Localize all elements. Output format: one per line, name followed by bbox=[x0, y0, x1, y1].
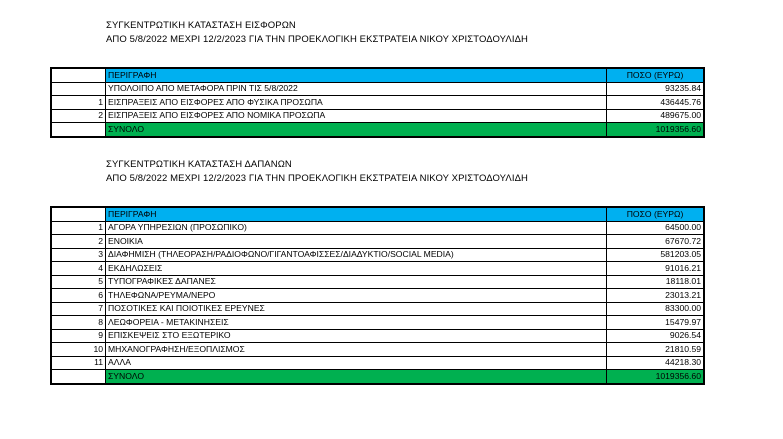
table-row bbox=[51, 96, 704, 110]
total-amount: 1019356.60 bbox=[607, 123, 705, 137]
table-row bbox=[51, 316, 704, 330]
row-description: ΕΚΔΗΛΩΣΕΙΣ bbox=[106, 262, 607, 276]
income-header-num bbox=[51, 68, 106, 82]
table-row bbox=[51, 109, 704, 123]
expenses-title bbox=[106, 158, 528, 186]
income-header-amount: ΠΟΣΟ (ΕΥΡΩ) bbox=[607, 68, 705, 82]
table-row bbox=[51, 82, 704, 96]
row-amount: 15479.97 bbox=[607, 316, 705, 330]
expenses-table bbox=[50, 206, 705, 385]
expenses-table-header bbox=[51, 207, 704, 221]
table-row bbox=[51, 343, 704, 357]
income-table bbox=[50, 67, 705, 138]
table-row bbox=[51, 329, 704, 343]
row-amount: 44218.30 bbox=[607, 356, 705, 370]
row-amount: 9026.54 bbox=[607, 329, 705, 343]
row-description: ΠΟΣΟΤΙΚΕΣ ΚΑΙ ΠΟΙΟΤΙΚΕΣ ΕΡΕΥΝΕΣ bbox=[106, 302, 607, 316]
income-title-line1: ΣΥΓΚΕΝΤΡΩΤΙΚΗ ΚΑΤΑΣΤΑΣΗ ΕΙΣΦΟΡΩΝ bbox=[106, 20, 296, 31]
row-description: ΕΝΟΙΚΙΑ bbox=[106, 235, 607, 249]
row-number: 10 bbox=[51, 343, 106, 357]
income-total-row bbox=[51, 123, 704, 137]
row-number bbox=[51, 82, 106, 96]
expenses-title-line2: ΑΠΟ 5/8/2022 ΜΕΧΡΙ 12/2/2023 ΓΙΑ ΤΗΝ ΠΡΟΕΚΛΟΓΙΚΗ ΕΚΣΤΡΑΤΕΙΑ ΝΙΚΟΥ ΧΡΙΣΤΟΔΟΥΛΙΔΗ bbox=[106, 173, 528, 184]
income-table-header bbox=[51, 68, 704, 82]
row-number: 8 bbox=[51, 316, 106, 330]
row-number: 7 bbox=[51, 302, 106, 316]
table-row bbox=[51, 221, 704, 235]
expenses-total-row bbox=[51, 370, 704, 384]
row-number: 9 bbox=[51, 329, 106, 343]
table-row bbox=[51, 356, 704, 370]
table-row bbox=[51, 235, 704, 249]
row-number: 2 bbox=[51, 109, 106, 123]
row-description: ΑΓΟΡΑ ΥΠΗΡΕΣΙΩΝ (ΠΡΟΣΩΠΙΚΟ) bbox=[106, 221, 607, 235]
row-amount: 21810.59 bbox=[607, 343, 705, 357]
table-row bbox=[51, 262, 704, 276]
row-description: ΥΠΟΛΟΙΠΟ ΑΠΟ ΜΕΤΑΦΟΡΑ ΠΡΙΝ ΤΙΣ 5/8/2022 bbox=[106, 82, 607, 96]
row-amount: 83300.00 bbox=[607, 302, 705, 316]
total-label: ΣΥΝΟΛΟ bbox=[106, 123, 607, 137]
row-number: 4 bbox=[51, 262, 106, 276]
row-number: 11 bbox=[51, 356, 106, 370]
table-row bbox=[51, 248, 704, 262]
total-amount: 1019356.60 bbox=[607, 370, 705, 384]
row-amount: 489675.00 bbox=[607, 109, 705, 123]
row-description: ΕΙΣΠΡΑΞΕΙΣ ΑΠΟ ΕΙΣΦΟΡΕΣ ΑΠΟ ΝΟΜΙΚΑ ΠΡΟΣΩΠΑ bbox=[106, 109, 607, 123]
row-number: 3 bbox=[51, 248, 106, 262]
expenses-title-line1: ΣΥΓΚΕΝΤΡΩΤΙΚΗ ΚΑΤΑΣΤΑΣΗ ΔΑΠΑΝΩΝ bbox=[106, 159, 292, 170]
row-amount: 91016.21 bbox=[607, 262, 705, 276]
row-description: ΕΙΣΠΡΑΞΕΙΣ ΑΠΟ ΕΙΣΦΟΡΕΣ ΑΠΟ ΦΥΣΙΚΑ ΠΡΟΣΩΠΑ bbox=[106, 96, 607, 110]
row-description: ΜΗΧΑΝΟΓΡΑΦΗΣΗ/ΕΞΟΠΛΙΣΜΟΣ bbox=[106, 343, 607, 357]
row-description: ΤΥΠΟΓΡΑΦΙΚΕΣ ΔΑΠΑΝΕΣ bbox=[106, 275, 607, 289]
total-label: ΣΥΝΟΛΟ bbox=[106, 370, 607, 384]
row-description: ΤΗΛΕΦΩΝΑ/ΡΕΥΜΑ/ΝΕΡΟ bbox=[106, 289, 607, 303]
expenses-header-desc: ΠΕΡΙΓΡΑΦΗ bbox=[106, 207, 607, 221]
expenses-header-num bbox=[51, 207, 106, 221]
expenses-header-amount: ΠΟΣΟ (ΕΥΡΩ) bbox=[607, 207, 705, 221]
income-title-line2: ΑΠΟ 5/8/2022 ΜΕΧΡΙ 12/2/2023 ΓΙΑ ΤΗΝ ΠΡΟΕΚΛΟΓΙΚΗ ΕΚΣΤΡΑΤΕΙΑ ΝΙΚΟΥ ΧΡΙΣΤΟΔΟΥΛΙΔΗ bbox=[106, 34, 528, 45]
row-number: 5 bbox=[51, 275, 106, 289]
income-header-desc: ΠΕΡΙΓΡΑΦΗ bbox=[106, 68, 607, 82]
row-number: 1 bbox=[51, 221, 106, 235]
row-amount: 581203.05 bbox=[607, 248, 705, 262]
row-number: 2 bbox=[51, 235, 106, 249]
row-amount: 18118.01 bbox=[607, 275, 705, 289]
table-row bbox=[51, 302, 704, 316]
row-amount: 67670.72 bbox=[607, 235, 705, 249]
row-number: 6 bbox=[51, 289, 106, 303]
row-description: ΕΠΙΣΚΕΨΕΙΣ ΣΤΟ ΕΞΩΤΕΡΙΚΟ bbox=[106, 329, 607, 343]
income-title bbox=[106, 19, 528, 47]
row-amount: 436445.76 bbox=[607, 96, 705, 110]
row-amount: 93235.84 bbox=[607, 82, 705, 96]
row-number: 1 bbox=[51, 96, 106, 110]
row-description: ΔΙΑΦΗΜΙΣΗ (ΤΗΛΕΟΡΑΣΗ/ΡΑΔΙΟΦΩΝΟ/ΓΙΓΑΝΤΟΑΦΙΣΣΕΣ/ΔΙΑΔΥΚΤΙΟ/SOCIAL MEDIA) bbox=[106, 248, 607, 262]
total-number bbox=[51, 370, 106, 384]
row-amount: 64500.00 bbox=[607, 221, 705, 235]
table-row bbox=[51, 275, 704, 289]
row-description: ΛΕΩΦΟΡΕΙΑ - ΜΕΤΑΚΙΝΗΣΕΙΣ bbox=[106, 316, 607, 330]
total-number bbox=[51, 123, 106, 137]
table-row bbox=[51, 289, 704, 303]
row-description: ΑΛΛΑ bbox=[106, 356, 607, 370]
row-amount: 23013.21 bbox=[607, 289, 705, 303]
